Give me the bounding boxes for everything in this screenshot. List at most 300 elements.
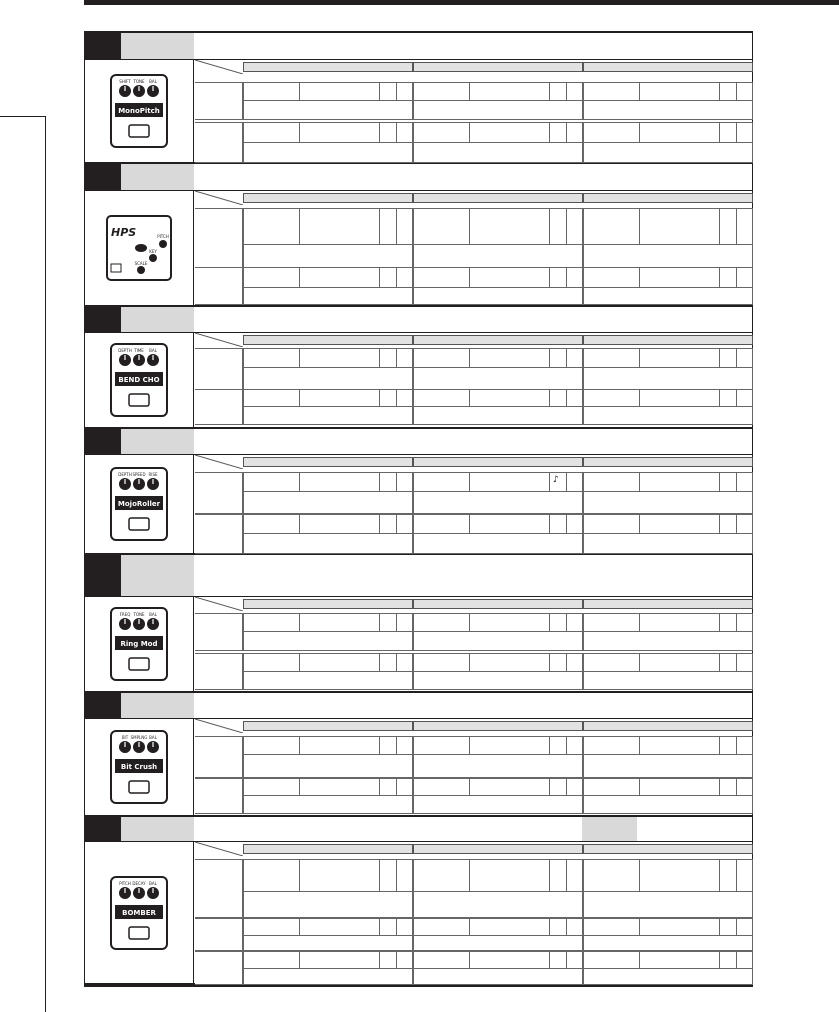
knob-label: TONE: [133, 79, 145, 84]
top-rule: [84, 0, 839, 5]
param-flag-cell: [736, 951, 753, 969]
row-label-cell: [195, 918, 243, 951]
pedal-icon: [105, 604, 173, 684]
param-flag-cell: [719, 736, 737, 755]
param-range-cell: [469, 389, 550, 407]
param-name-cell: [413, 514, 470, 534]
param-flag-cell: [379, 348, 397, 368]
knob-label: TIME: [134, 348, 144, 353]
param-flag-cell: [396, 267, 413, 288]
param-flag-cell: [396, 122, 413, 143]
param-name-cell: [583, 736, 640, 755]
effect-section: [84, 33, 753, 164]
param-name-cell: [243, 859, 300, 892]
param-description-cell: [583, 142, 753, 163]
param-description-cell: [243, 631, 413, 651]
param-flag-cell: [566, 472, 583, 492]
param-flag-cell: [736, 653, 753, 672]
corner-diagonal: [195, 719, 243, 733]
param-description-cell: [413, 671, 583, 690]
column-header: [413, 844, 583, 854]
knob-label: SHIFT: [119, 79, 131, 84]
param-flag-cell: [549, 267, 567, 288]
param-range-cell: [299, 613, 380, 632]
param-flag-cell: [719, 208, 737, 245]
parameter-table: [84, 31, 753, 987]
param-flag-cell: [719, 514, 737, 534]
param-description-cell: [413, 935, 583, 951]
effect-name-cell: [121, 817, 194, 841]
column-header: [583, 721, 753, 731]
param-range-cell: [469, 653, 550, 672]
param-range-cell: [639, 778, 720, 796]
pedal-name: Ring Mod: [120, 640, 158, 648]
effect-name-cell: [121, 693, 194, 718]
param-description-cell: [243, 533, 413, 554]
param-name-cell: [413, 472, 470, 492]
param-flag-cell: [549, 208, 567, 245]
param-description-cell: [583, 406, 753, 425]
column-header: [583, 457, 753, 467]
param-flag-cell: [396, 514, 413, 534]
param-flag-cell: [549, 653, 567, 672]
param-flag-cell: [736, 82, 753, 101]
param-flag-cell: [379, 613, 397, 632]
row-label-cell: [195, 653, 243, 690]
knob-label: BAL: [149, 348, 157, 353]
param-range-cell: [299, 951, 380, 969]
effect-header-rule: [194, 453, 752, 455]
param-description-cell: [413, 631, 583, 651]
param-name-cell: [583, 653, 640, 672]
knob-label: DEPTH: [118, 348, 132, 353]
param-flag-cell: [566, 859, 583, 892]
effect-name-cell: [121, 555, 194, 596]
param-range-cell: [639, 514, 720, 534]
param-flag-cell: [736, 613, 753, 632]
param-description-cell: [413, 287, 583, 305]
effect-section: [84, 555, 753, 693]
param-flag-cell: [719, 82, 737, 101]
column-header: [583, 599, 753, 609]
param-flag-cell: [549, 613, 567, 632]
pedal-image-cell: [85, 596, 194, 691]
param-flag-cell: [549, 82, 567, 101]
effect-section: [84, 429, 753, 555]
param-name-cell: [243, 951, 300, 969]
row-label-cell: [195, 613, 243, 651]
param-flag-cell: [396, 778, 413, 796]
row-label-cell: [195, 122, 243, 163]
param-name-cell: [413, 82, 470, 101]
row-label-cell: [195, 348, 243, 390]
param-range-cell: [469, 348, 550, 368]
param-name-cell: [583, 951, 640, 969]
note-symbol: ♪: [553, 475, 559, 485]
column-header: [413, 721, 583, 731]
param-range-cell: [639, 82, 720, 101]
svg-text:HPS: HPS: [111, 226, 137, 239]
param-name-cell: [413, 267, 470, 288]
param-range-cell: [639, 472, 720, 492]
param-range-cell: [299, 653, 380, 672]
param-range-cell: [639, 951, 720, 969]
effect-name-cell: [121, 164, 194, 190]
param-description-cell: [243, 671, 413, 690]
param-description-cell: [413, 754, 583, 778]
effect-number-block: [85, 817, 121, 841]
param-description-cell: [583, 367, 753, 390]
param-flag-cell: [736, 389, 753, 407]
knob-label: BAL: [149, 612, 157, 617]
param-description-cell: [583, 287, 753, 305]
param-flag-cell: [396, 918, 413, 936]
param-description-cell: [243, 891, 413, 918]
param-flag-cell: [379, 472, 397, 492]
effect-name-cell: [121, 33, 194, 59]
param-flag-cell: [549, 951, 567, 969]
param-flag-cell: [566, 613, 583, 632]
param-name-cell: [583, 778, 640, 796]
param-flag-cell: [396, 859, 413, 892]
knob-label: DEPTH: [118, 472, 132, 477]
param-range-cell: [299, 778, 380, 796]
param-name-cell: [583, 122, 640, 143]
param-flag-cell: [566, 736, 583, 755]
param-name-cell: [243, 514, 300, 534]
param-flag-cell: [719, 122, 737, 143]
param-name-cell: [413, 348, 470, 368]
param-flag-cell: [549, 736, 567, 755]
effect-sub-header: [582, 817, 637, 841]
corner-diagonal: [195, 597, 243, 611]
param-range-cell: [469, 951, 550, 969]
param-flag-cell: [379, 778, 397, 796]
pedal-name: BEND CHO: [118, 376, 160, 384]
param-description-cell: [243, 935, 413, 951]
row-label-cell: [195, 736, 243, 778]
knob-label: BAL: [149, 735, 157, 740]
knob-label: SPEED: [132, 472, 146, 477]
param-flag-cell: [549, 778, 567, 796]
param-range-cell: [299, 514, 380, 534]
param-flag-cell: [736, 859, 753, 892]
param-description-cell: [413, 795, 583, 814]
param-name-cell: [243, 918, 300, 936]
param-flag-cell: [566, 348, 583, 368]
param-name-cell: [243, 472, 300, 492]
param-description-cell: [243, 100, 413, 120]
effect-number-block: [85, 555, 121, 596]
param-flag-cell: [379, 653, 397, 672]
param-flag-cell: [379, 736, 397, 755]
param-range-cell: [299, 859, 380, 892]
param-flag-cell: [566, 389, 583, 407]
param-flag-cell: [719, 267, 737, 288]
pedal-image-cell: [85, 454, 194, 553]
knob-label: PITCH: [119, 880, 131, 886]
param-range-cell: [469, 514, 550, 534]
effect-header-rule: [194, 840, 752, 842]
param-flag-cell: [736, 348, 753, 368]
param-flag-cell: [566, 778, 583, 796]
knob-label: RISE: [148, 472, 158, 477]
param-flag-cell: [736, 122, 753, 143]
knob-label: PITCH: [157, 234, 169, 239]
param-name-cell: [243, 267, 300, 288]
knob-label: BAL: [149, 79, 157, 84]
row-label-cell: [195, 951, 243, 985]
param-description-cell: [243, 406, 413, 425]
param-name-cell: [413, 859, 470, 892]
pedal-icon: [105, 208, 173, 288]
param-flag-cell: [549, 348, 567, 368]
effect-number-block: [85, 33, 121, 59]
param-flag-cell: [396, 208, 413, 245]
knob-label: BAL: [149, 880, 157, 886]
param-flag-cell: [396, 951, 413, 969]
column-header: [243, 721, 413, 731]
param-name-cell: [413, 778, 470, 796]
row-label-cell: [195, 514, 243, 554]
param-name-cell: [583, 208, 640, 245]
pedal-image-cell: [85, 59, 194, 162]
pedal-icon: [105, 873, 173, 953]
row-label-cell: [195, 267, 243, 305]
pedal-icon: [105, 340, 173, 420]
corner-diagonal: [195, 191, 243, 205]
param-name-cell: [243, 736, 300, 755]
param-flag-cell: [736, 736, 753, 755]
pedal-name: Bit Crush: [120, 763, 158, 771]
param-name-cell: [413, 208, 470, 245]
column-header: [243, 62, 413, 72]
param-range-cell: [639, 918, 720, 936]
param-flag-cell: [549, 389, 567, 407]
param-flag-cell: [379, 267, 397, 288]
column-header: [583, 844, 753, 854]
effect-number-block: [85, 429, 121, 454]
column-header: [413, 335, 583, 345]
effect-header-rule: [194, 189, 752, 191]
param-flag-cell: [566, 514, 583, 534]
param-description-cell: [243, 754, 413, 778]
param-flag-cell: [736, 514, 753, 534]
param-flag-cell: [719, 653, 737, 672]
param-range-cell: [299, 472, 380, 492]
param-flag-cell: [396, 472, 413, 492]
effect-header-rule: [194, 717, 752, 719]
knob-label: KEY: [149, 249, 157, 254]
param-name-cell: [243, 208, 300, 245]
pedal-name: BOMBER: [122, 908, 156, 917]
param-flag-cell: [396, 82, 413, 101]
param-name-cell: [583, 348, 640, 368]
column-header: [243, 599, 413, 609]
effect-section: [84, 817, 753, 985]
knob-label: TONE: [133, 612, 145, 617]
param-flag-cell: [396, 613, 413, 632]
pedal-name: MojoRoller: [117, 500, 161, 508]
param-description-cell: [413, 142, 583, 163]
knob-label: FREQ: [119, 612, 131, 617]
param-flag-cell: [566, 208, 583, 245]
param-range-cell: [639, 613, 720, 632]
param-description-cell: [583, 100, 753, 120]
effect-header-rule: [194, 595, 752, 597]
param-range-cell: [299, 267, 380, 288]
effect-section: [84, 307, 753, 429]
param-flag-cell: [566, 653, 583, 672]
param-description-cell: [243, 968, 413, 985]
pedal-image-cell: [85, 332, 194, 427]
param-flag-cell: [719, 348, 737, 368]
param-range-cell: [299, 348, 380, 368]
param-description-cell: [413, 100, 583, 120]
knob-label: DECAY: [132, 880, 146, 886]
param-flag-cell: [566, 82, 583, 101]
param-flag-cell: [736, 778, 753, 796]
param-flag-cell: [736, 267, 753, 288]
param-description-cell: [413, 891, 583, 918]
param-description-cell: [413, 491, 583, 514]
pedal-name: MonoPitch: [118, 107, 160, 115]
param-range-cell: [469, 472, 550, 492]
param-description-cell: [583, 754, 753, 778]
param-description-cell: [413, 968, 583, 985]
row-label-cell: [195, 82, 243, 120]
param-name-cell: [243, 613, 300, 632]
param-range-cell: [469, 208, 550, 245]
param-flag-cell: [566, 951, 583, 969]
corner-diagonal: [195, 333, 243, 347]
pedal-image-cell: [85, 841, 194, 983]
param-range-cell: [469, 122, 550, 143]
param-flag-cell: [549, 122, 567, 143]
row-label-cell: [195, 389, 243, 425]
row-label-cell: [195, 778, 243, 814]
param-name-cell: [243, 653, 300, 672]
param-description-cell: [583, 935, 753, 951]
param-name-cell: [413, 613, 470, 632]
corner-diagonal: [195, 455, 243, 469]
param-range-cell: [639, 389, 720, 407]
param-name-cell: [583, 613, 640, 632]
column-header: [243, 457, 413, 467]
pedal-image-cell: [85, 718, 194, 815]
param-range-cell: [639, 736, 720, 755]
param-description-cell: [243, 142, 413, 163]
param-range-cell: [299, 918, 380, 936]
param-flag-cell: [566, 918, 583, 936]
param-description-cell: [583, 891, 753, 918]
param-flag-cell: [736, 918, 753, 936]
param-flag-cell: [379, 389, 397, 407]
param-flag-cell: [719, 613, 737, 632]
param-name-cell: [413, 736, 470, 755]
param-flag-cell: [379, 514, 397, 534]
pedal-icon: [105, 464, 173, 544]
param-range-cell: [299, 122, 380, 143]
effect-header-rule: [194, 58, 752, 60]
param-flag-cell: [379, 208, 397, 245]
param-range-cell: [639, 208, 720, 245]
param-description-cell: [413, 533, 583, 554]
column-header: [583, 335, 753, 345]
param-description-cell: [243, 287, 413, 305]
effect-section: [84, 164, 753, 307]
param-name-cell: [413, 122, 470, 143]
param-description-cell: [583, 795, 753, 814]
margin-rule-cap: [0, 116, 46, 117]
param-range-cell: [299, 82, 380, 101]
column-header: [413, 62, 583, 72]
param-description-cell: [243, 795, 413, 814]
param-range-cell: [469, 736, 550, 755]
param-range-cell: [639, 653, 720, 672]
param-description-cell: [413, 406, 583, 425]
param-flag-cell: [379, 859, 397, 892]
param-name-cell: [583, 267, 640, 288]
row-label-cell: [195, 859, 243, 918]
param-description-cell: [583, 968, 753, 985]
param-range-cell: [469, 859, 550, 892]
param-name-cell: [583, 859, 640, 892]
param-flag-cell: [719, 918, 737, 936]
param-flag-cell: [396, 348, 413, 368]
param-name-cell: [243, 389, 300, 407]
column-header: [243, 193, 413, 203]
effect-name-cell: [121, 307, 194, 332]
param-range-cell: [469, 267, 550, 288]
param-name-cell: [413, 653, 470, 672]
pedal-icon: [105, 71, 173, 151]
param-flag-cell: [566, 122, 583, 143]
param-name-cell: [243, 778, 300, 796]
effect-number-block: [85, 307, 121, 332]
param-flag-cell: [396, 389, 413, 407]
param-flag-cell: [719, 472, 737, 492]
param-range-cell: [299, 208, 380, 245]
param-description-cell: [583, 491, 753, 514]
knob-label: BIT: [121, 735, 129, 740]
param-name-cell: [583, 82, 640, 101]
effect-name-cell: [121, 429, 194, 454]
param-range-cell: [639, 122, 720, 143]
param-name-cell: [583, 472, 640, 492]
param-flag-cell: [736, 472, 753, 492]
param-flag-cell: [379, 122, 397, 143]
effect-number-block: [85, 164, 121, 190]
param-flag-cell: [379, 918, 397, 936]
param-range-cell: [639, 859, 720, 892]
margin-rule: [45, 116, 46, 1012]
effect-number-block: [85, 693, 121, 718]
param-range-cell: [469, 918, 550, 936]
param-range-cell: [639, 348, 720, 368]
column-header: [583, 62, 753, 72]
param-name-cell: [413, 918, 470, 936]
knob-label: SCALE: [134, 261, 148, 266]
row-label-cell: [195, 472, 243, 514]
param-flag-cell: [396, 736, 413, 755]
param-flag-cell: [566, 267, 583, 288]
param-flag-cell: [549, 859, 567, 892]
param-range-cell: [469, 613, 550, 632]
param-description-cell: [243, 491, 413, 514]
param-flag-cell: [736, 208, 753, 245]
column-header: [243, 844, 413, 854]
